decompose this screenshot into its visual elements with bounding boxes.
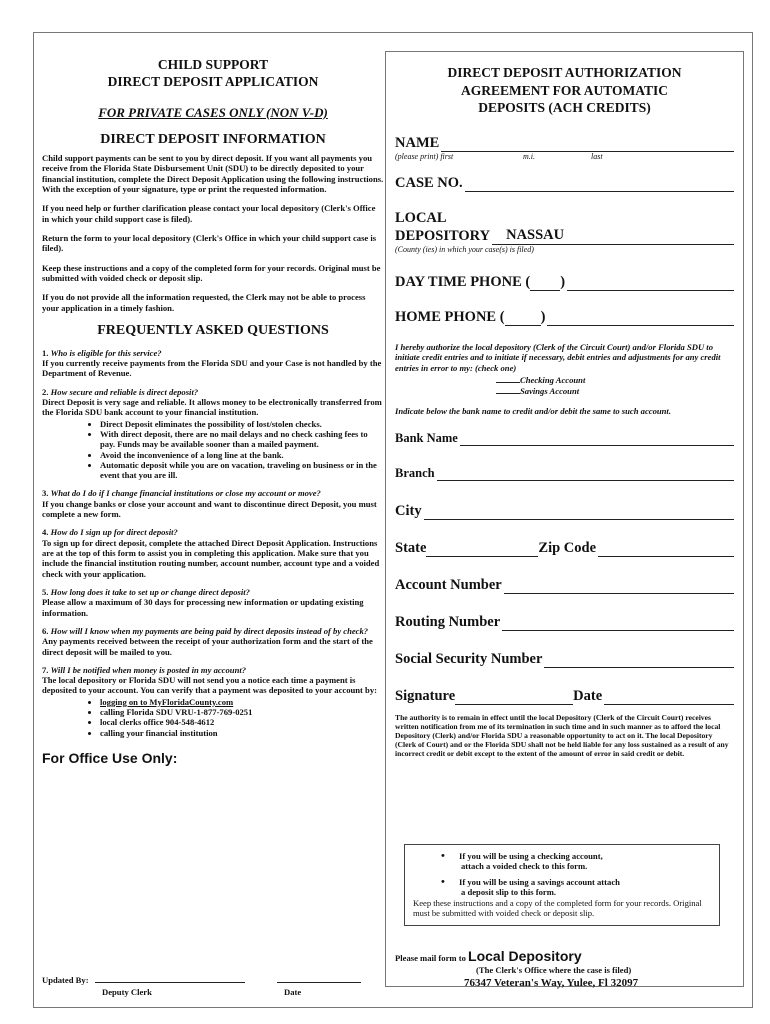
faq-question: How will I know when my payments are being paid by direct deposits instead of by check?: [50, 625, 369, 636]
bank-instruction: Indicate below the bank name to credit and/or debit the same to such account.: [395, 406, 671, 417]
faq-number: 7.: [42, 664, 49, 675]
day-phone-field[interactable]: [395, 274, 734, 291]
case-number-label: CASE NO.: [395, 174, 463, 191]
name-hint-last: last: [591, 151, 603, 161]
mail-address: 76347 Veteran's Way, Yulee, Fl 32097: [464, 977, 639, 989]
state-input-line[interactable]: [426, 542, 538, 557]
savings-instruction: [413, 877, 711, 897]
faq-item: [42, 587, 384, 618]
faq-bullet: • Direct Deposit eliminates the possibility of lost/stolen checks.: [100, 419, 384, 429]
faq-answer: Any payments received between the receipt of your authorization form and the start of the direct deposit will be mailed to you.: [42, 636, 373, 657]
ssn-label: Social Security Number: [395, 651, 543, 668]
faq-item: [42, 665, 384, 738]
faq-item: [42, 527, 384, 579]
authorization-title: [386, 64, 743, 117]
ssn-field[interactable]: [395, 651, 734, 668]
authorization-title-line: AGREEMENT FOR AUTOMATIC: [460, 82, 669, 98]
city-label: City: [395, 503, 422, 520]
bank-name-input-line[interactable]: [460, 431, 734, 446]
faq-bullets: [42, 697, 384, 738]
title-line-1: CHILD SUPPORT: [157, 57, 269, 72]
signature-input-line[interactable]: [455, 690, 573, 705]
name-input-line[interactable]: [441, 137, 734, 152]
deputy-clerk-label: Deputy Clerk: [102, 987, 152, 997]
branch-field[interactable]: [395, 466, 734, 481]
home-phone-label: HOME PHONE (: [395, 308, 505, 325]
faq-question: What do I do if I change financial institutions or close my account or move?: [50, 488, 321, 499]
info-paragraph: If you need help or further clarification please contact your local depository (Clerk's Office in which your child support case is filed).: [42, 203, 376, 224]
signature-date-input-line[interactable]: [604, 690, 734, 705]
depository-label: DEPOSITORY: [395, 227, 491, 244]
instructions-column: [42, 57, 384, 767]
faq-item: [42, 626, 384, 657]
faq-question: How long does it take to set up or change direct deposit?: [50, 586, 250, 597]
signature-row[interactable]: [395, 688, 734, 705]
faq-answer: Direct Deposit is very sage and reliable. It allows money to be electronically transferred from the Florida SDU bank account to your financial institution.: [42, 396, 382, 418]
form-subtitle: FOR PRIVATE CASES ONLY (NON V-D): [98, 104, 328, 120]
info-heading: DIRECT DEPOSIT INFORMATION: [100, 132, 326, 148]
case-number-field[interactable]: [395, 175, 734, 192]
faq-number: 2.: [42, 386, 49, 397]
website-link[interactable]: • logging on to MyFloridaCounty.com: [100, 697, 384, 707]
faq-question: Will I be notified when money is posted in my account?: [50, 664, 247, 675]
form-page: [33, 32, 753, 1008]
day-phone-input-line[interactable]: [567, 276, 734, 291]
ssn-input-line[interactable]: [544, 653, 734, 668]
title-line-2: DIRECT DEPOSIT APPLICATION: [107, 73, 319, 89]
state-zip-row[interactable]: [395, 540, 734, 557]
faq-question: How do I sign up for direct deposit?: [50, 527, 178, 538]
checking-blank[interactable]: [496, 382, 520, 383]
name-field[interactable]: [395, 135, 734, 152]
city-field[interactable]: [395, 503, 734, 520]
zip-label: Zip Code: [538, 540, 597, 557]
routing-number-input-line[interactable]: [502, 616, 734, 631]
account-number-input-line[interactable]: [504, 579, 734, 594]
day-phone-label: DAY TIME PHONE (: [395, 273, 531, 290]
home-phone-input-line[interactable]: [547, 311, 734, 326]
name-label: NAME: [395, 134, 440, 151]
faq-bullet: • With direct deposit, there are no mail delays and no check cashing fees to pay. Funds may be available sooner than a mailed payment.: [100, 429, 384, 450]
office-use-heading: For Office Use Only:: [42, 750, 178, 766]
faq-item: [42, 387, 384, 481]
info-paragraph: Child support payments can be sent to you by direct deposit. If you want all payments you receive from the Florida State Disbursement Unit (SDU) to be directly deposited to your financial institution, complete the Direct Deposit Application using the following instructions. With the exception of your signature, type or print the requested information.: [42, 153, 384, 195]
savings-instruction-line: • If you will be using a savings account attach: [459, 877, 620, 887]
info-paragraph: If you do not provide all the information requested, the Clerk may not be able to process your application in a timely fashion.: [42, 292, 366, 313]
mail-target: Local Depository: [468, 948, 582, 964]
faq-bullet: • calling your financial institution: [100, 728, 384, 738]
faq-number: 4.: [42, 527, 49, 538]
faq-item: [42, 348, 384, 379]
faq-bullet: • Avoid the inconvenience of a long line at the bank.: [100, 450, 384, 460]
faq-question: Who is eligible for this service?: [50, 347, 162, 358]
checking-option[interactable]: [496, 375, 734, 386]
name-hint: [395, 152, 743, 163]
state-label: State: [395, 540, 427, 557]
local-label: LOCAL: [395, 209, 447, 226]
account-number-field[interactable]: [395, 577, 734, 594]
savings-option[interactable]: [496, 386, 734, 397]
bank-name-field[interactable]: [395, 431, 734, 446]
faq-number: 6.: [42, 625, 49, 636]
account-number-label: Account Number: [395, 577, 502, 594]
home-phone-area-code[interactable]: [505, 311, 541, 326]
faq-answer: To sign up for direct deposit, complete the attached Direct Deposit Application. Instructions are at the top of this form to assist you in completing this application. Make sure that you include the financial institution routing number, account number, account type and a voided check with your application.: [42, 537, 380, 579]
zip-input-line[interactable]: [598, 542, 734, 557]
signature-label: Signature: [395, 688, 456, 705]
faq-number: 5.: [42, 586, 49, 597]
faq-number: 3.: [42, 488, 49, 499]
office-date-label: Date: [284, 987, 302, 997]
form-title: [42, 57, 384, 91]
faq-bullet: • calling Florida SDU VRU-1-877-769-0251: [100, 707, 384, 717]
checking-label: Checking Account: [520, 374, 586, 385]
updated-by-row: [42, 975, 361, 985]
home-phone-paren: ): [540, 308, 546, 325]
signature-date-label: Date: [573, 688, 603, 705]
mail-prefix: Please mail form to: [395, 953, 466, 963]
updated-by-label: Updated By:: [42, 975, 89, 985]
branch-input-line[interactable]: [437, 466, 734, 481]
checking-instruction-line: attach a voided check to this form.: [461, 861, 588, 871]
county-hint: (County (ies) in which your case(s) is filed): [395, 244, 534, 254]
faq-item: [42, 488, 384, 519]
local-label-row: [395, 210, 734, 227]
day-phone-paren: ): [560, 273, 566, 290]
name-hint-mi: m.i.: [523, 151, 535, 161]
faq-bullet: • local clerks office 904-548-4612: [100, 717, 384, 727]
branch-label: Branch: [395, 466, 435, 481]
deputy-clerk-line[interactable]: [95, 982, 245, 983]
office-date-line[interactable]: [277, 982, 361, 983]
authority-fine-print: The authority is to remain in effect until the local Depository (Clerk of the Circuit Court) receives written notification from me of its termination in such time and in such manner as to afford the local Depository (Clerk) and/or Florida SDU a reasonable opportunity to act on it. The local Depository (Clerk of Court) and or the Florida SDU shall not be held liable for any loss sustained as a result of any incorrect credit or debit except to the extent of the amount of error in said credit or debit.: [395, 713, 729, 759]
info-paragraph: Return the form to your local depository (Clerk's Office in which your child support case is filed).: [42, 233, 377, 254]
authorization-form: [385, 51, 744, 987]
routing-number-field[interactable]: [395, 614, 734, 631]
savings-label: Savings Account: [520, 385, 580, 396]
info-paragraph: Keep these instructions and a copy of the completed form for your records. Original must be submitted with voided check or deposit slip.: [42, 262, 381, 283]
authorization-title-line: DEPOSITS (ACH CREDITS): [478, 100, 651, 116]
mail-clerk-note: (The Clerk's Office where the case is filed): [476, 965, 632, 975]
case-number-input-line[interactable]: [465, 177, 734, 192]
faq-answer: The local depository or Florida SDU will not send you a notice each time a payment is deposited to your account. You can verify that a payment was deposited to your account by:: [42, 675, 377, 696]
authorization-title-line: DIRECT DEPOSIT AUTHORIZATION: [447, 65, 682, 80]
routing-number-label: Routing Number: [395, 614, 501, 631]
checking-instruction: [413, 851, 711, 871]
home-phone-field[interactable]: [395, 309, 734, 326]
bank-name-label: Bank Name: [395, 431, 458, 446]
faq-question: How secure and reliable is direct deposit?: [50, 386, 199, 397]
faq-answer: Please allow a maximum of 30 days for processing new information or updating existing information.: [42, 597, 364, 618]
depository-input[interactable]: NASSAU: [492, 227, 734, 245]
faq-answer: If you change banks or close your account and want to discontinue direct Deposit, you must complete a new form.: [42, 498, 377, 520]
city-input-line[interactable]: [424, 505, 734, 520]
savings-instruction-line: a deposit slip to this form.: [461, 887, 557, 897]
records-note: Keep these instructions and a copy of the completed form for your records. Original must be submitted with voided check or deposit slip.: [413, 898, 702, 919]
attachment-instructions-box: [404, 844, 720, 926]
authorization-text: I hereby authorize the local depository (Clerk of the Circuit Court) and/or Florida SDU to initiate credit entries and to initiate if necessary, debit entries and adjustments for any credit entries in error to my: (check one): [395, 341, 721, 374]
savings-blank[interactable]: [496, 393, 520, 394]
mail-to-line: [395, 948, 582, 964]
faq-bullets: [42, 419, 384, 481]
day-phone-area-code[interactable]: [530, 276, 560, 291]
faq-heading: FREQUENTLY ASKED QUESTIONS: [97, 322, 329, 338]
faq-bullet: • Automatic deposit while you are on vacation, traveling on business or in the event that you are ill.: [100, 460, 384, 481]
faq-answer: If you currently receive payments from the Florida SDU and your Case is not handled by the Department of Revenue.: [42, 358, 382, 379]
faq-number: 1.: [42, 347, 49, 358]
depository-field[interactable]: [395, 227, 734, 245]
checking-instruction-line: • If you will be using a checking account,: [459, 851, 603, 861]
name-hint-first: (please print) first: [395, 151, 454, 161]
